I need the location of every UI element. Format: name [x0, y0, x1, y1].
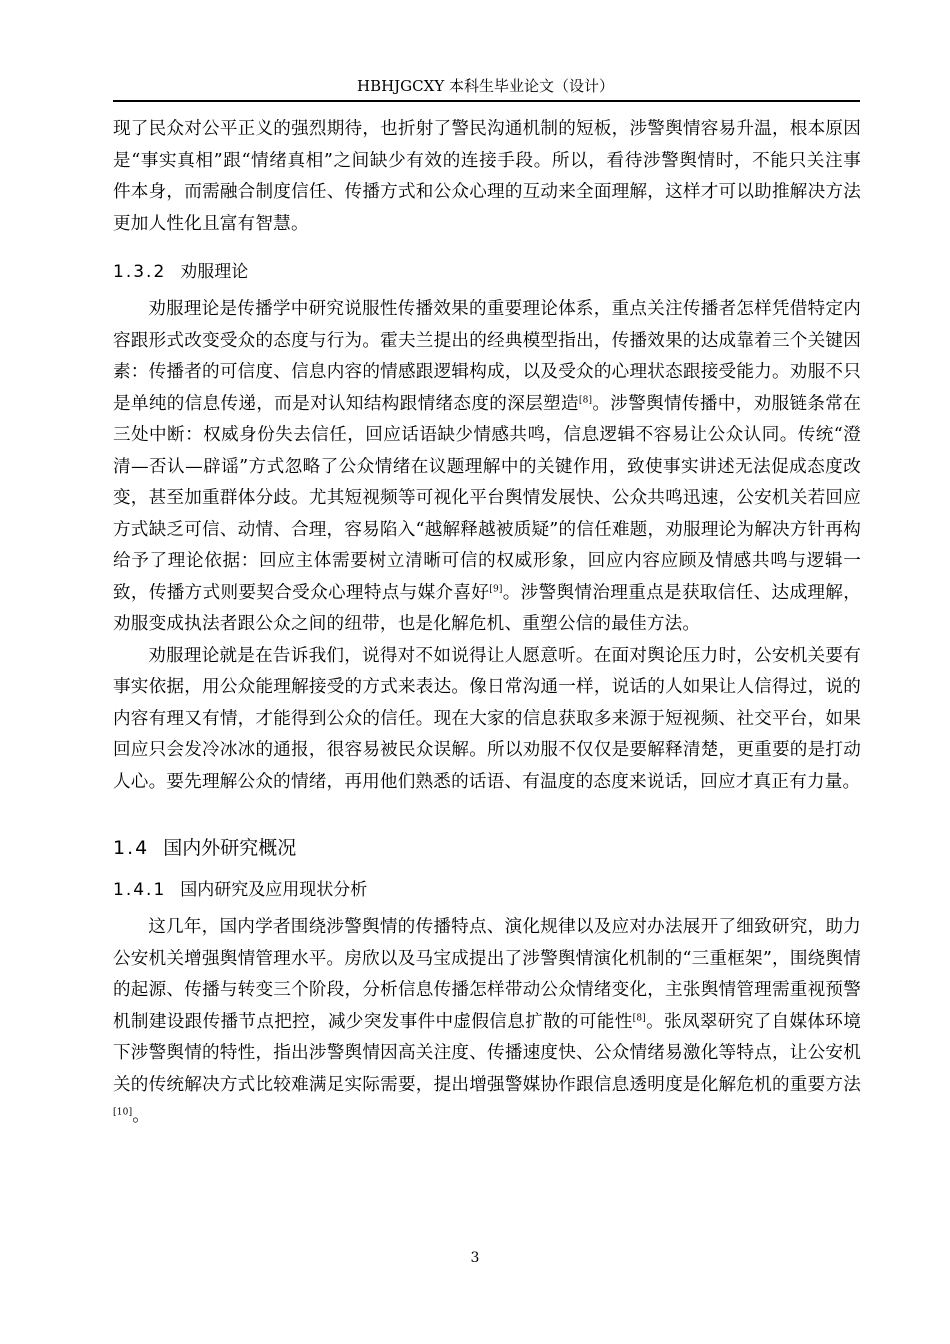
paragraph-text: 劝服理论是传播学中研究说服性传播效果的重要理论体系，重点关注传播者怎样凭借特定内容跟形式改变受众的态度与行为。霍夫兰提出的经典模型指出，传播效果的达成靠着三个关键因素：传播者的可信度、信息内容的情感跟逻辑构成，以及受众的心理状态跟接受能力。劝服不只是单纯的信息传递，而是对认知结构跟情绪态度的深层塑造 — [113, 299, 861, 414]
paragraph-domestic-research — [113, 912, 861, 1133]
section-heading-1-3-2 — [113, 260, 861, 284]
paragraph-persuasion-theory — [113, 294, 861, 641]
paragraph-text: 。 — [132, 1106, 151, 1126]
citation: [8] — [632, 1012, 646, 1023]
section-heading-1-4-1 — [113, 878, 861, 902]
section-title: 国内外研究概况 — [163, 837, 297, 859]
paragraph-text: 。张凤翠研究了自媒体环境下涉警舆情的特性，指出涉警舆情因高关注度、传播速度快、公众情绪易激化等特点，让公安机关的传统解决方式比较难满足实际需要，提出增强警媒协作跟信息透明度是化解危机的重要方法 — [113, 1011, 861, 1095]
page-body — [113, 114, 861, 1133]
running-header: HBHJGCXY 本科生毕业论文（设计） — [356, 77, 614, 95]
paragraph-persuasion-summary: 劝服理论就是在告诉我们，说得对不如说得让人愿意听。在面对舆论压力时，公安机关要有事实依据，用公众能理解接受的方式来表达。像日常沟通一样，说话的人如果让人信得过，说的内容有理又有情，才能得到公众的信任。现在大家的信息获取多来源于短视频、社交平台，如果回应只会发冷冰冰的通报，很容易被民众误解。所以劝服不仅仅是要解释清楚，更重要的是打动人心。要先理解公众的情绪，再用他们熟悉的话语、有温度的态度来说话，回应才真正有力量。 — [113, 645, 861, 792]
page-number: 3 — [470, 1250, 480, 1266]
section-number: 1.4.1 — [113, 880, 167, 900]
citation: [10] — [113, 1107, 133, 1118]
section-number: 1.4 — [113, 837, 150, 859]
header-rule — [113, 100, 860, 102]
section-number: 1.3.2 — [113, 262, 167, 282]
paragraph-text: 。涉警舆情传播中，劝服链条常在三处中断：权威身份失去信任，回应话语缺少情感共鸣，信息逻辑不容易让公众认同。传统“澄清—否认—辟谣”方式忽略了公众情绪在议题理解中的关键作用，致使事实讲述无法促成态度改变，甚至加重群体分歧。尤其短视频等可视化平台舆情发展快、公众共鸣迅速，公安机关若回应方式缺乏可信、动情、合理，容易陷入“越解释越被质疑”的信任难题，劝服理论为解决方针再构给予了理论依据：回应主体需要树立清晰可信的权威形象，回应内容应顾及情感共鸣与逻辑一致，传播方式则要契合受众心理特点与媒介喜好 — [113, 393, 862, 603]
section-heading-1-4 — [113, 835, 861, 861]
section-title: 劝服理论 — [180, 262, 249, 282]
citation: [8] — [578, 394, 593, 405]
section-title: 国内研究及应用现状分析 — [180, 880, 368, 900]
paragraph-continued: 现了民众对公平正义的强烈期待，也折射了警民沟通机制的短板，涉警舆情容易升温，根本原因是“事实真相”跟“情绪真相”之间缺少有效的连接手段。所以，看待涉警舆情时，不能只关注事件本身，而需融合制度信任、传播方式和公众心理的互动来全面理解，这样才可以助推解决方法更加人性化且富有智慧。 — [113, 119, 861, 234]
citation: [9] — [489, 583, 503, 594]
paragraph-text: 。涉警舆情治理重点是获取信任、达成理解，劝服变成执法者跟公众之间的纽带，也是化解危机、重塑公信的最佳方法。 — [113, 582, 861, 634]
paragraph-text: 这几年，国内学者围绕涉警舆情的传播特点、演化规律以及应对办法展开了细致研究，助力公安机关增强舆情管理水平。房欣以及马宝成提出了涉警舆情演化机制的“三重框架”，围绕舆情的起源、传播与转变三个阶段，分析信息传播怎样带动公众情绪变化，主张舆情管理需重视预警机制建设跟传播节点把控，减少突发事件中虚假信息扩散的可能性 — [113, 917, 861, 1032]
